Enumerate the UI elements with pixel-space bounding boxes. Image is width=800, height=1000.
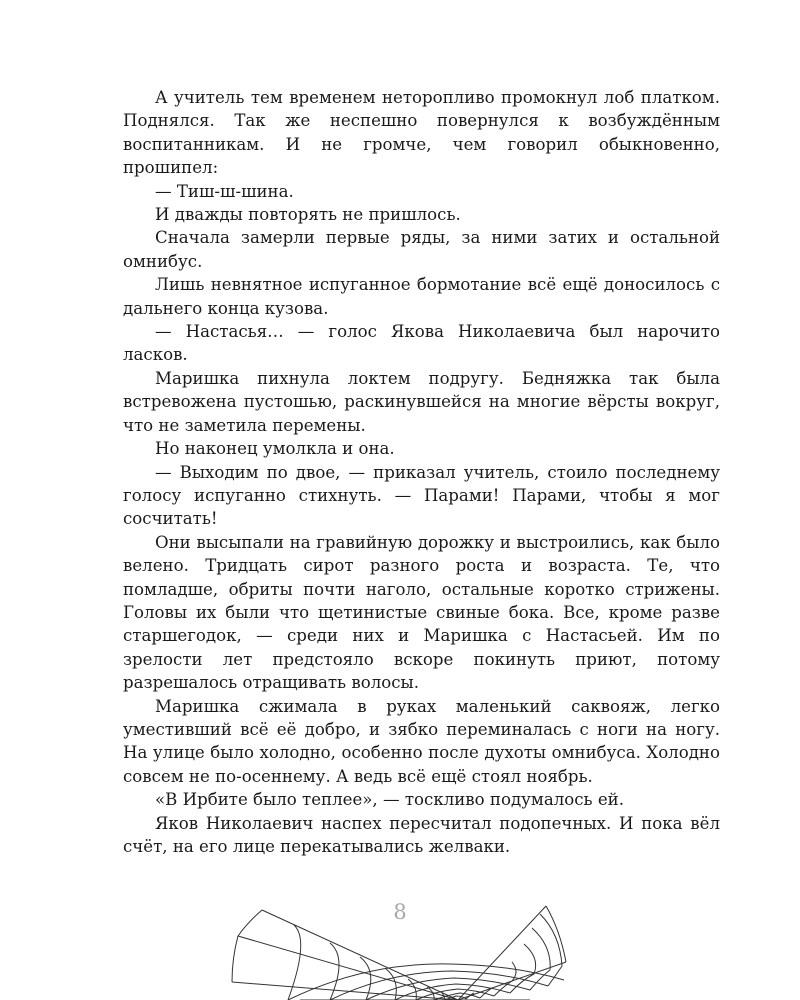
paragraph: — Настасья… — голос Якова Николаевича был нарочито ласков.	[123, 322, 720, 365]
paragraph: Маришка пихнула локтем подругу. Бедняжка так была встревожена пустошью, раскинувшейся на многие вёрсты вокруг, что не заметила перемены.	[123, 368, 720, 435]
paragraph: И дважды повторять не пришлось.	[155, 205, 461, 225]
paragraph: Они высыпали на гравийную дорожку и выстроились, как было велено. Тридцать сирот разного роста и возраста. Те, что помладше, обриты почти наголо, остальные коротко стрижены. Головы их были что щетинистые свиные бока. Все, кроме разве старшегодок, — среди них и Маришка с Настасьей. Им по зрелости лет предстояло вскоре покинуть приют, потому разрешалось отращивать волосы.	[123, 532, 720, 693]
paragraph: А учитель тем временем неторопливо промокнул лоб платком. Поднялся. Так же неспешно повернулся к возбуждённым воспитанникам. И не громче, чем говорил обыкновенно, прошипел:	[123, 88, 720, 178]
paragraph: «В Ирбите было теплее», — тоскливо подумалось ей.	[155, 790, 625, 810]
body-text	[123, 86, 720, 858]
paragraph: Но наконец умолкла и она.	[155, 439, 395, 459]
paragraph: Сначала замерли первые ряды, за ними затих и остальной омнибус.	[123, 228, 720, 271]
paragraph: Лишь невнятное испуганное бормотание всё ещё доносилось с дальнего конца кузова.	[123, 275, 720, 318]
paragraph: — Выходим по двое, — приказал учитель, стоило последнему голосу испуганно стихнуть. — Парами! Парами, чтобы я мог сосчитать!	[123, 462, 720, 529]
page-number: 8	[393, 900, 407, 924]
paragraph: Яков Николаевич наспех пересчитал подопечных. И пока вёл счёт, на его лице перекатывались желваки.	[123, 813, 720, 856]
paragraph: Маришка сжимала в руках маленький саквояж, легко уместивший всё её добро, и зябко переминалась с ноги на ногу. На улице было холодно, особенно после духоты омнибуса. Холодно совсем не по-осеннему. А ведь всё ещё стоял ноябрь.	[123, 696, 720, 786]
paragraph: — Тиш-ш-шина.	[155, 181, 294, 201]
